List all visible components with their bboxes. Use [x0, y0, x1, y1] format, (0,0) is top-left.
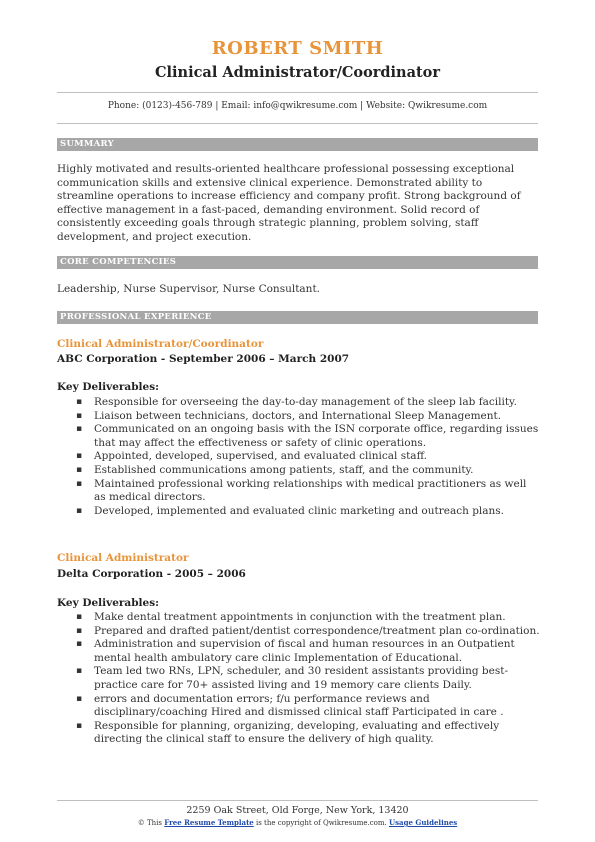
candidate-name: ROBERT SMITH [211, 38, 384, 59]
deliverables-list [57, 611, 540, 747]
list-item-text: Developed, implemented and evaluated clinic marketing and outreach plans. [94, 504, 505, 517]
contact-line: Phone: (0123)-456-789 | Email: info@qwikresume.com | Website: Qwikresume.com [107, 101, 488, 111]
usage-guidelines-link[interactable]: Usage Guidelines [388, 818, 458, 827]
deliverables-label: Key Deliverables: [57, 597, 160, 609]
list-item [57, 665, 540, 692]
bullet-icon: ▪ [76, 693, 83, 704]
bullet-icon: ▪ [76, 464, 83, 475]
bullet-icon: ▪ [76, 666, 83, 677]
list-item-text: Maintained professional working relationships with medical practitioners as well as medical directors. [94, 477, 527, 504]
list-item [57, 396, 540, 410]
copyright-prefix: © This [137, 819, 165, 827]
section-heading-competencies: CORE COMPETENCIES [57, 256, 538, 269]
job-company: ABC Corporation - September 2006 – March 2007 [57, 353, 350, 365]
deliverables-list [57, 396, 540, 518]
list-item-text: errors and documentation errors; f/u performance reviews and disciplinary/coaching Hired and dismissed clinical staff Participated in care . [94, 692, 504, 719]
job-role: Clinical Administrator [57, 552, 189, 564]
bullet-icon: ▪ [76, 612, 83, 622]
bullet-icon: ▪ [76, 397, 83, 407]
list-item [57, 478, 540, 505]
section-heading-summary: SUMMARY [57, 138, 538, 151]
list-item-text: Prepared and drafted patient/dentist correspondence/treatment plan co-ordination. [94, 624, 540, 637]
footer-address: 2259 Oak Street, Old Forge, New York, 13420 [186, 805, 409, 816]
bullet-icon: ▪ [76, 478, 83, 489]
list-item-text: Make dental treatment appointments in conjunction with the treatment plan. [94, 611, 506, 623]
list-item [57, 625, 540, 639]
list-item-text: Responsible for overseeing the day-to-day management of the sleep lab facility. [94, 396, 517, 408]
bullet-icon: ▪ [76, 625, 83, 636]
candidate-title: Clinical Administrator/Coordinator [155, 64, 440, 81]
bullet-icon: ▪ [76, 451, 83, 462]
list-item [57, 611, 540, 625]
list-item-text: Administration and supervision of fiscal and human resources in an Outpatient mental health ambulatory care clinic Implementation of Educational. [94, 638, 515, 664]
bullet-icon: ▪ [76, 424, 83, 435]
free-resume-template-link[interactable]: Free Resume Template [164, 818, 254, 827]
list-item-text: Liaison between technicians, doctors, and International Sleep Management. [94, 409, 502, 422]
bullet-icon: ▪ [76, 505, 83, 516]
summary-text: Highly motivated and results-oriented healthcare professional possessing exceptional communication skills and extensive clinical experience. Demonstrated ability to streamline operations to increase efficiency and company profit. Strong background of effective management in a fast-paced, demanding environment. Solid record of consistently exceeding goals through strategic planning, problem solving, staff development, and project execution. [57, 163, 521, 243]
list-item-text: Communicated on an ongoing basis with the ISN corporate office, regarding issues that may affect the effectiveness or safety of clinic operations. [94, 423, 539, 449]
list-item [57, 450, 540, 464]
section-heading-experience: PROFESSIONAL EXPERIENCE [57, 311, 538, 324]
footer-divider [57, 800, 538, 801]
header-divider-top [57, 92, 538, 93]
bullet-icon: ▪ [76, 720, 83, 731]
list-item-text: Established communications among patients, staff, and the community. [94, 463, 474, 476]
list-item [57, 638, 540, 665]
list-item [57, 720, 540, 747]
footer-copyright [0, 818, 595, 828]
bullet-icon: ▪ [76, 410, 83, 421]
header-divider-bottom [57, 123, 538, 124]
list-item [57, 423, 540, 450]
list-item-text: Team led two RNs, LPN, scheduler, and 30 resident assistants providing best-practice care for 70+ assisted living and 19 memory care clients Daily. [94, 665, 509, 691]
list-item [57, 693, 540, 720]
deliverables-label: Key Deliverables: [57, 381, 160, 393]
competencies-text: Leadership, Nurse Supervisor, Nurse Consultant. [57, 283, 321, 295]
list-item [57, 410, 540, 424]
list-item [57, 464, 540, 478]
job-company: Delta Corporation - 2005 – 2006 [57, 568, 246, 580]
list-item-text: Appointed, developed, supervised, and evaluated clinical staff. [94, 450, 427, 463]
list-item-text: Responsible for planning, organizing, developing, evaluating and effectively directing the clinical staff to ensure the delivery of high quality. [94, 719, 500, 746]
list-item [57, 505, 540, 519]
copyright-middle: is the copyright of Qwikresume.com. [253, 819, 389, 827]
job-role: Clinical Administrator/Coordinator [57, 338, 264, 350]
bullet-icon: ▪ [76, 639, 83, 650]
